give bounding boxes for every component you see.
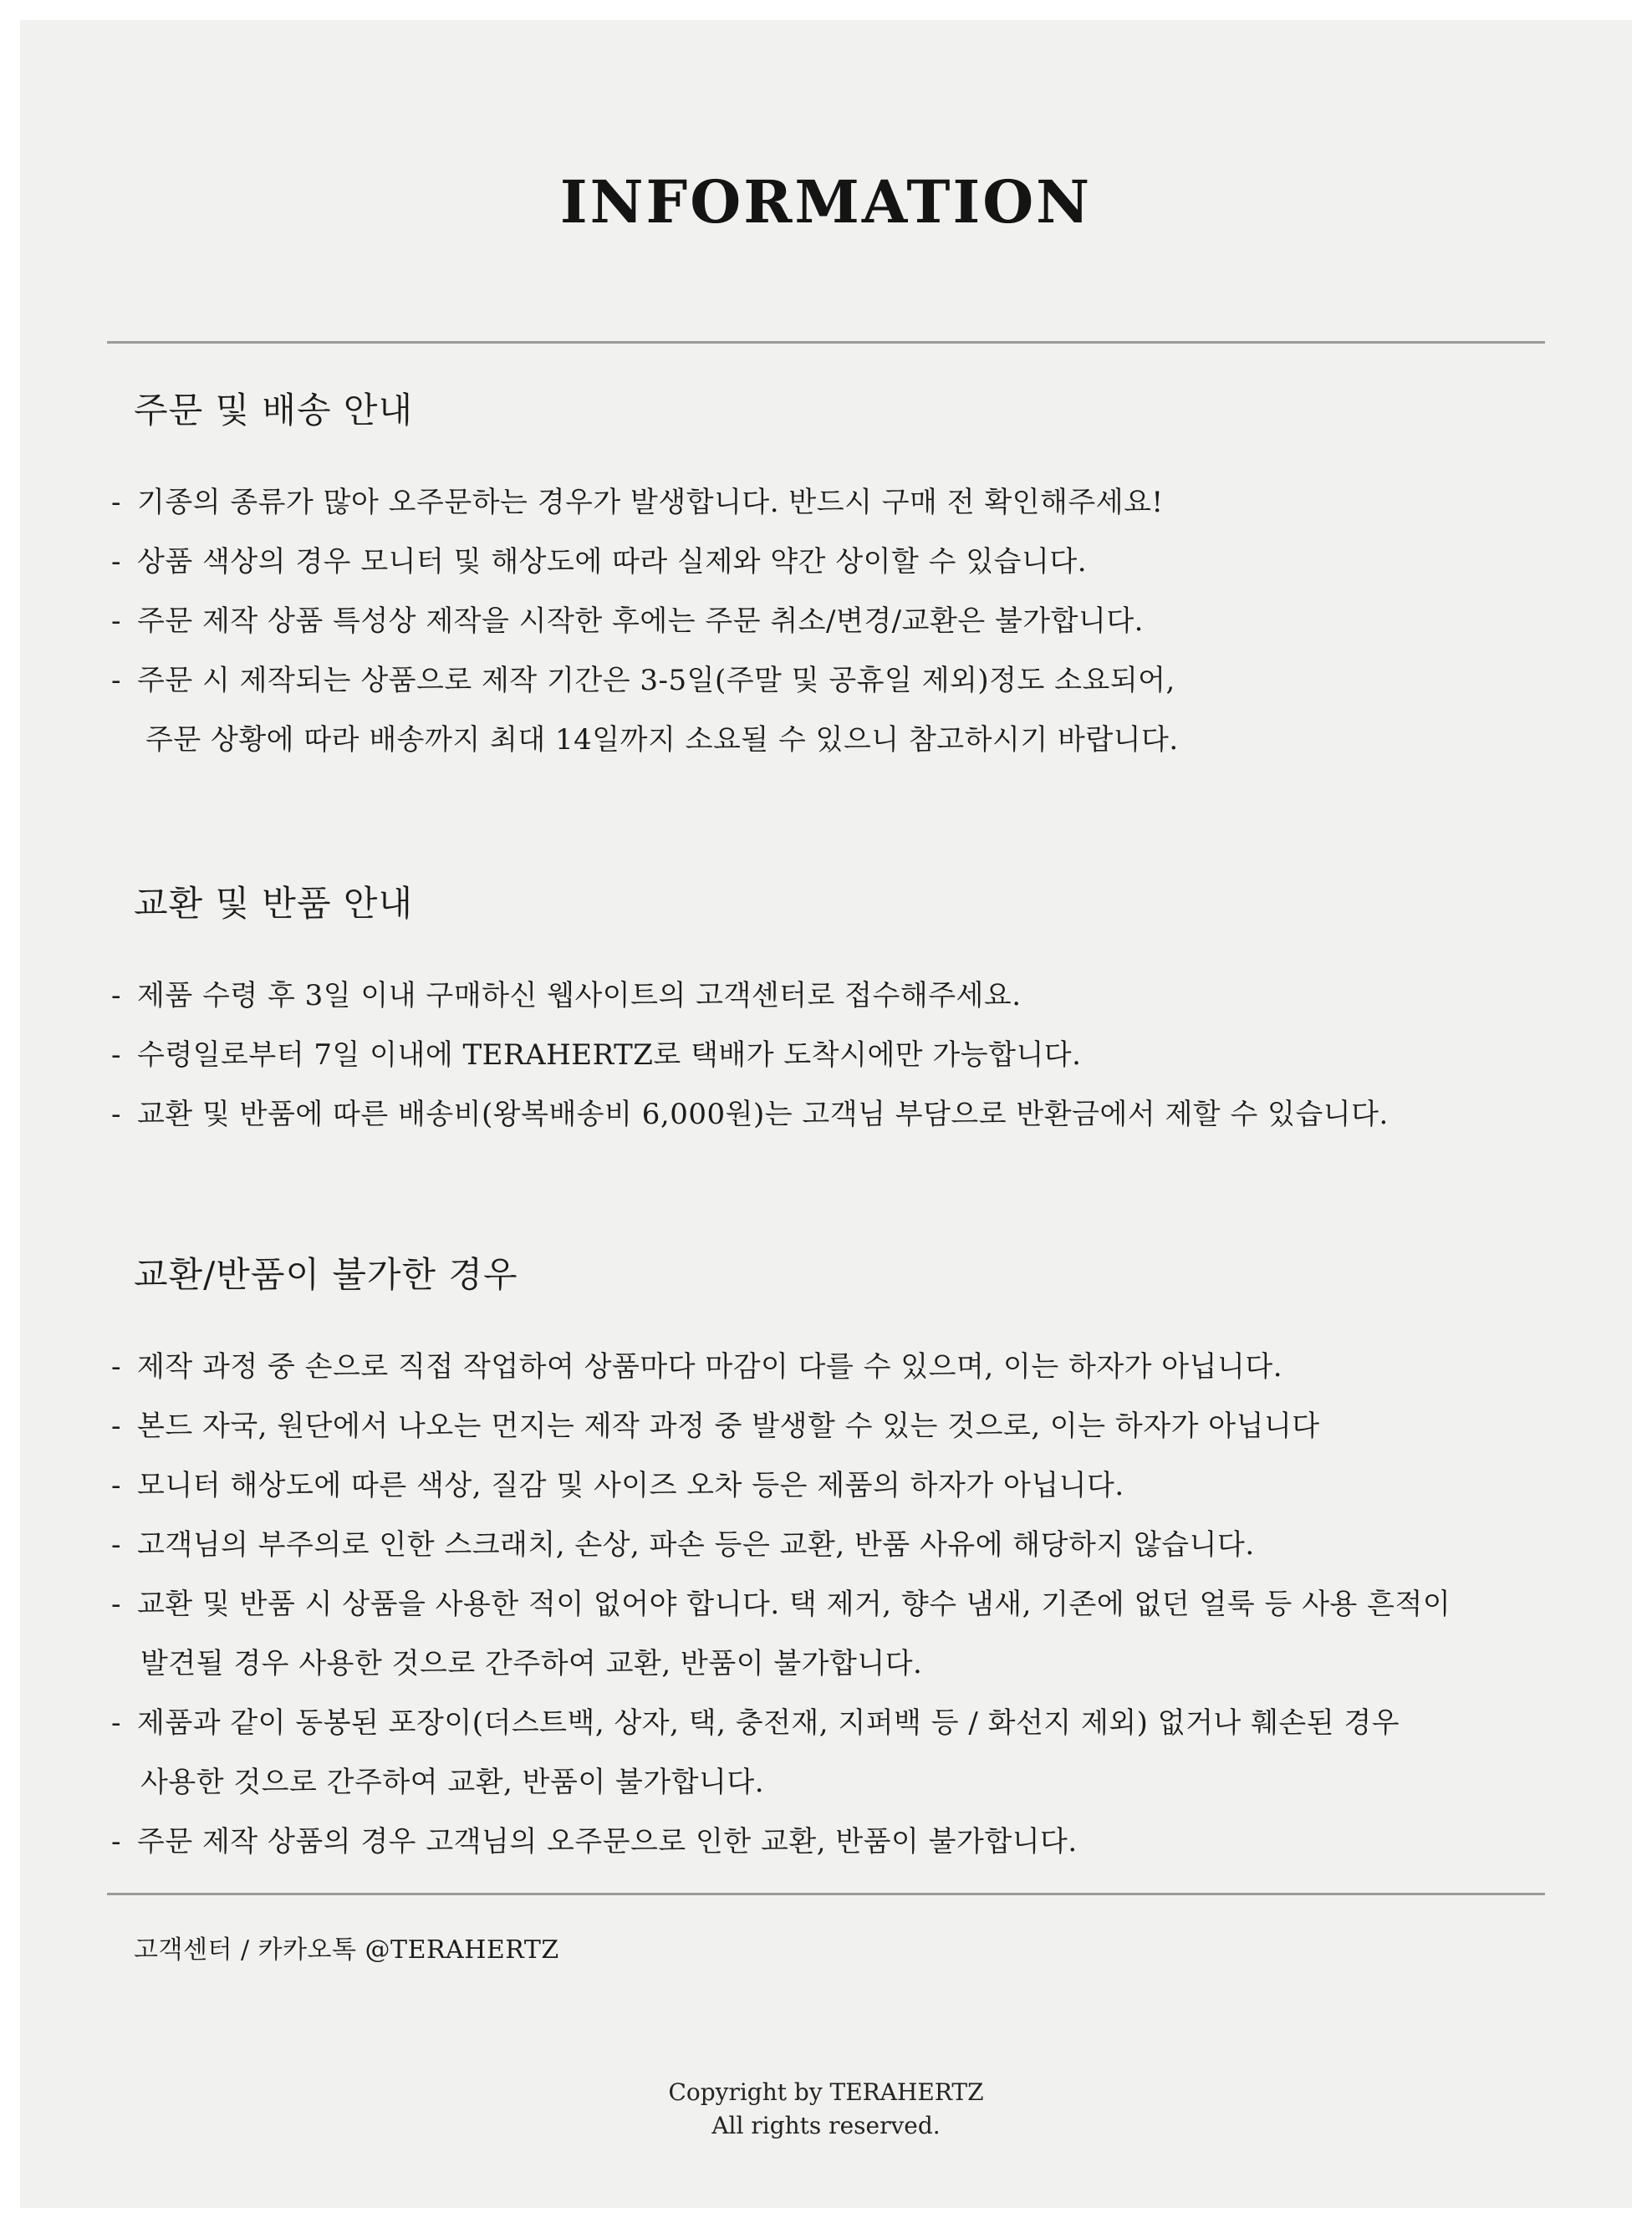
policy-text: 제작 과정 중 손으로 직접 작업하여 상품마다 마감이 다를 수 있으며, 이는 하자가 아닙니다. [137,1350,1282,1384]
policy-line-continuation [107,1634,1545,1694]
exchange-return-list [107,966,1545,1145]
policy-line-continuation [107,711,1545,770]
info-content [20,20,1632,2143]
bullet-dash: - [111,1706,121,1740]
bullet-dash: - [111,1098,121,1131]
policy-text: 상품 색상의 경우 모니터 및 해상도에 따라 실제와 약간 상이할 수 있습니다. [137,545,1088,579]
no-exchange-cases-list [107,1338,1545,1872]
policy-text: 주문 제작 상품 특성상 제작을 시작한 후에는 주문 취소/변경/교환은 불가합니다. [137,604,1144,638]
bullet-dash: - [111,1588,121,1621]
top-divider [107,341,1545,344]
bullet-dash: - [111,1410,121,1443]
policy-line [107,1575,1545,1634]
policy-line [107,966,1545,1026]
policy-line [107,473,1545,533]
copyright-footer [107,2076,1545,2143]
policy-text: 제품 수령 후 3일 이내 구매하신 웹사이트의 고객센터로 접수해주세요. [137,979,1022,1012]
policy-line [107,1694,1545,1753]
policy-line [107,1397,1545,1456]
customer-center-contact: 고객센터 / 카카오톡 @TERAHERTZ [134,1935,559,1965]
policy-text: 발견될 경우 사용한 것으로 간주하여 교환, 반품이 불가합니다. [140,1647,923,1680]
copyright-line-1: Copyright by TERAHERTZ [668,2078,984,2106]
policy-line [107,1026,1545,1085]
section-heading-order-shipping: 주문 및 배송 안내 [134,390,414,431]
policy-text: 주문 상황에 따라 배송까지 최대 14일까지 소요될 수 있으니 참고하시기 바랍니다. [145,723,1179,757]
policy-line [107,1812,1545,1872]
policy-line [107,533,1545,592]
policy-text: 본드 자국, 원단에서 나오는 먼지는 제작 과정 중 발생할 수 있는 것으로, 이는 하자가 아닙니다 [137,1410,1320,1443]
bullet-dash: - [111,486,121,519]
policy-line-continuation [107,1753,1545,1812]
policy-text: 주문 시 제작되는 상품으로 제작 기간은 3-5일(주말 및 공휴일 제외)정도 소요되어, [137,664,1175,697]
info-card [20,20,1632,2208]
policy-text: 고객님의 부주의로 인한 스크래치, 손상, 파손 등은 교환, 반품 사유에 해당하지 않습니다. [137,1528,1255,1562]
policy-text: 모니터 해상도에 따른 색상, 질감 및 사이즈 오차 등은 제품의 하자가 아닙니다. [137,1469,1124,1502]
policy-text: 사용한 것으로 간주하여 교환, 반품이 불가합니다. [140,1766,765,1799]
policy-text: 제품과 같이 동봉된 포장이(더스트백, 상자, 택, 충전재, 지퍼백 등 / 화선지 제외) 없거나 훼손된 경우 [137,1706,1400,1740]
policy-line [107,592,1545,651]
policy-line [107,1338,1545,1397]
policy-text: 기종의 종류가 많아 오주문하는 경우가 발생합니다. 반드시 구매 전 확인해주세요! [137,486,1164,519]
bullet-dash: - [111,1469,121,1502]
policy-text: 주문 제작 상품의 경우 고객님의 오주문으로 인한 교환, 반품이 불가합니다. [137,1825,1078,1858]
bullet-dash: - [111,1825,121,1858]
bullet-dash: - [111,1350,121,1384]
policy-line [107,1085,1545,1145]
policy-line [107,1516,1545,1575]
policy-line [107,651,1545,711]
page-title: INFORMATION [559,167,1093,237]
bullet-dash: - [111,979,121,1012]
policy-text: 수령일로부터 7일 이내에 TERAHERTZ로 택배가 도착시에만 가능합니다. [137,1038,1082,1072]
bullet-dash: - [111,664,121,697]
section-heading-no-exchange-cases: 교환/반품이 불가한 경우 [134,1254,518,1295]
bullet-dash: - [111,604,121,638]
policy-text: 교환 및 반품 시 상품을 사용한 적이 없어야 합니다. 택 제거, 향수 냄새, 기존에 없던 얼룩 등 사용 흔적이 [137,1588,1451,1621]
bullet-dash: - [111,1038,121,1072]
bullet-dash: - [111,1528,121,1562]
policy-text: 교환 및 반품에 따른 배송비(왕복배송비 6,000원)는 고객님 부담으로 반환금에서 제할 수 있습니다. [137,1098,1389,1131]
bullet-dash: - [111,545,121,579]
section-heading-exchange-return: 교환 및 반품 안내 [134,883,414,924]
copyright-line-2: All rights reserved. [711,2112,941,2139]
order-shipping-list [107,473,1545,770]
bottom-divider [107,1893,1545,1895]
policy-line [107,1456,1545,1516]
